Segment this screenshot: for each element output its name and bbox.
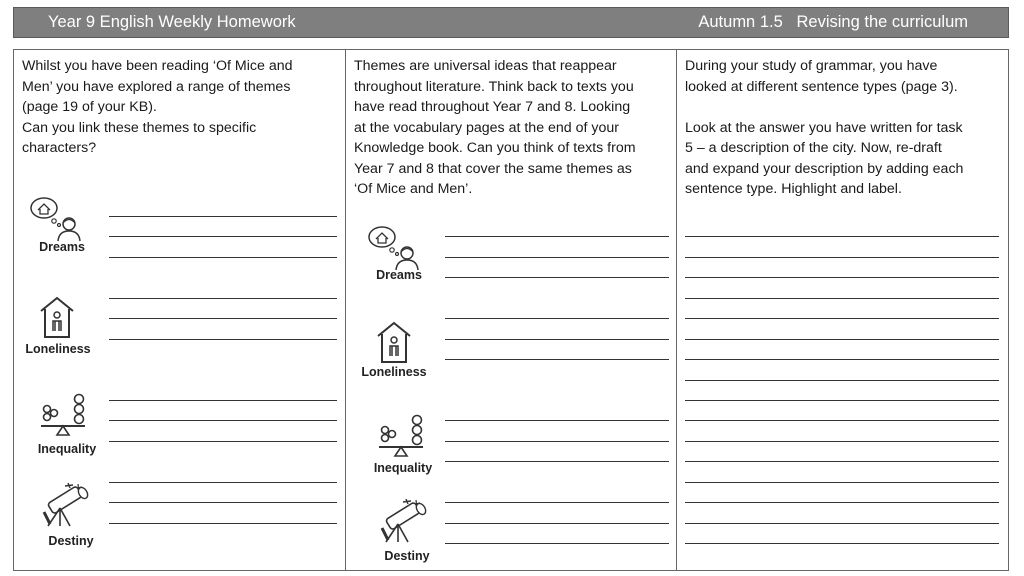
text-line: ‘Of Mice and Men’. (354, 181, 473, 197)
answer-line[interactable] (445, 502, 669, 503)
theme-label: Dreams (39, 240, 85, 254)
answer-line[interactable] (445, 543, 669, 544)
theme-label: Dreams (376, 268, 422, 282)
telescope-icon (376, 496, 430, 544)
answer-line[interactable] (109, 339, 337, 340)
answer-line[interactable] (685, 461, 999, 462)
text-line: Knowledge book. Can you think of texts from (354, 140, 636, 156)
answer-line[interactable] (109, 257, 337, 258)
answer-line[interactable] (685, 380, 999, 381)
answer-line[interactable] (685, 482, 999, 483)
answer-line[interactable] (445, 339, 669, 340)
answer-line[interactable] (109, 502, 337, 503)
task-1-instructions (22, 56, 340, 159)
task-column-themes-texts (346, 50, 677, 570)
answer-line[interactable] (109, 318, 337, 319)
answer-line[interactable] (685, 400, 999, 401)
answer-line[interactable] (445, 257, 669, 258)
text-line: have read throughout Year 7 and 8. Looking (354, 99, 631, 115)
answer-line[interactable] (685, 339, 999, 340)
answer-line[interactable] (685, 523, 999, 524)
text-line: During your study of grammar, you have (685, 58, 938, 74)
answer-line[interactable] (445, 318, 669, 319)
dream-thought-icon (28, 196, 82, 242)
answer-line[interactable] (685, 298, 999, 299)
text-line: at the vocabulary pages at the end of your (354, 119, 620, 136)
task-3-instructions (685, 56, 1003, 200)
answer-line[interactable] (109, 216, 337, 217)
answer-line[interactable] (685, 257, 999, 258)
answer-line[interactable] (685, 543, 999, 544)
inequality-seesaw-icon (38, 393, 88, 439)
answer-line[interactable] (685, 318, 999, 319)
theme-label: Loneliness (25, 342, 91, 356)
answer-line[interactable] (445, 523, 669, 524)
task-column-sentence-types (677, 50, 1008, 570)
header-bar (13, 7, 1009, 38)
homework-title: Year 9 English Weekly Homework (48, 13, 296, 31)
text-line: looked at different sentence types (page 3). (685, 78, 958, 95)
text-line: Men’ you have explored a range of themes (22, 78, 291, 95)
answer-line[interactable] (109, 298, 337, 299)
answer-line[interactable] (445, 420, 669, 421)
text-line: (page 19 of your KB). (22, 99, 157, 115)
text-line: sentence type. Highlight and label. (685, 181, 902, 197)
answer-line[interactable] (685, 420, 999, 421)
answer-line[interactable] (109, 482, 337, 483)
theme-label: Inequality (37, 442, 97, 456)
telescope-icon (38, 480, 92, 528)
answer-line[interactable] (685, 502, 999, 503)
lonely-house-icon (39, 295, 75, 339)
answer-line[interactable] (445, 277, 669, 278)
answer-line[interactable] (685, 359, 999, 360)
text-line: Look at the answer you have written for task (685, 119, 963, 136)
answer-line[interactable] (109, 236, 337, 237)
homework-grid (13, 49, 1009, 571)
answer-line[interactable] (445, 359, 669, 360)
answer-line[interactable] (685, 277, 999, 278)
task-2-instructions (354, 56, 672, 200)
answer-line[interactable] (445, 441, 669, 442)
text-line: Year 7 and 8 that cover the same themes as (354, 160, 632, 177)
theme-label: Destiny (384, 549, 430, 563)
answer-line[interactable] (445, 461, 669, 462)
answer-line[interactable] (109, 420, 337, 421)
text-line: Themes are universal ideas that reappear (354, 58, 617, 74)
dream-thought-icon (366, 225, 420, 271)
theme-label: Destiny (48, 534, 94, 548)
text-line: and expand your description by adding each (685, 160, 964, 177)
lonely-house-icon (376, 320, 412, 364)
answer-line[interactable] (445, 236, 669, 237)
answer-line[interactable] (109, 441, 337, 442)
answer-line[interactable] (685, 441, 999, 442)
task-column-themes-characters (14, 50, 346, 570)
answer-line[interactable] (109, 523, 337, 524)
theme-label: Inequality (373, 461, 433, 475)
text-line: Whilst you have been reading ‘Of Mice and (22, 58, 293, 74)
text-line: 5 – a description of the city. Now, re-draft (685, 140, 942, 156)
answer-line[interactable] (685, 236, 999, 237)
inequality-seesaw-icon (376, 414, 426, 460)
theme-label: Loneliness (361, 365, 427, 379)
text-line: Can you link these themes to specific (22, 119, 257, 136)
text-line: throughout literature. Think back to texts you (354, 78, 634, 95)
text-line: characters? (22, 140, 97, 156)
unit-title: Autumn 1.5 Revising the curriculum (698, 13, 968, 31)
answer-line[interactable] (109, 400, 337, 401)
